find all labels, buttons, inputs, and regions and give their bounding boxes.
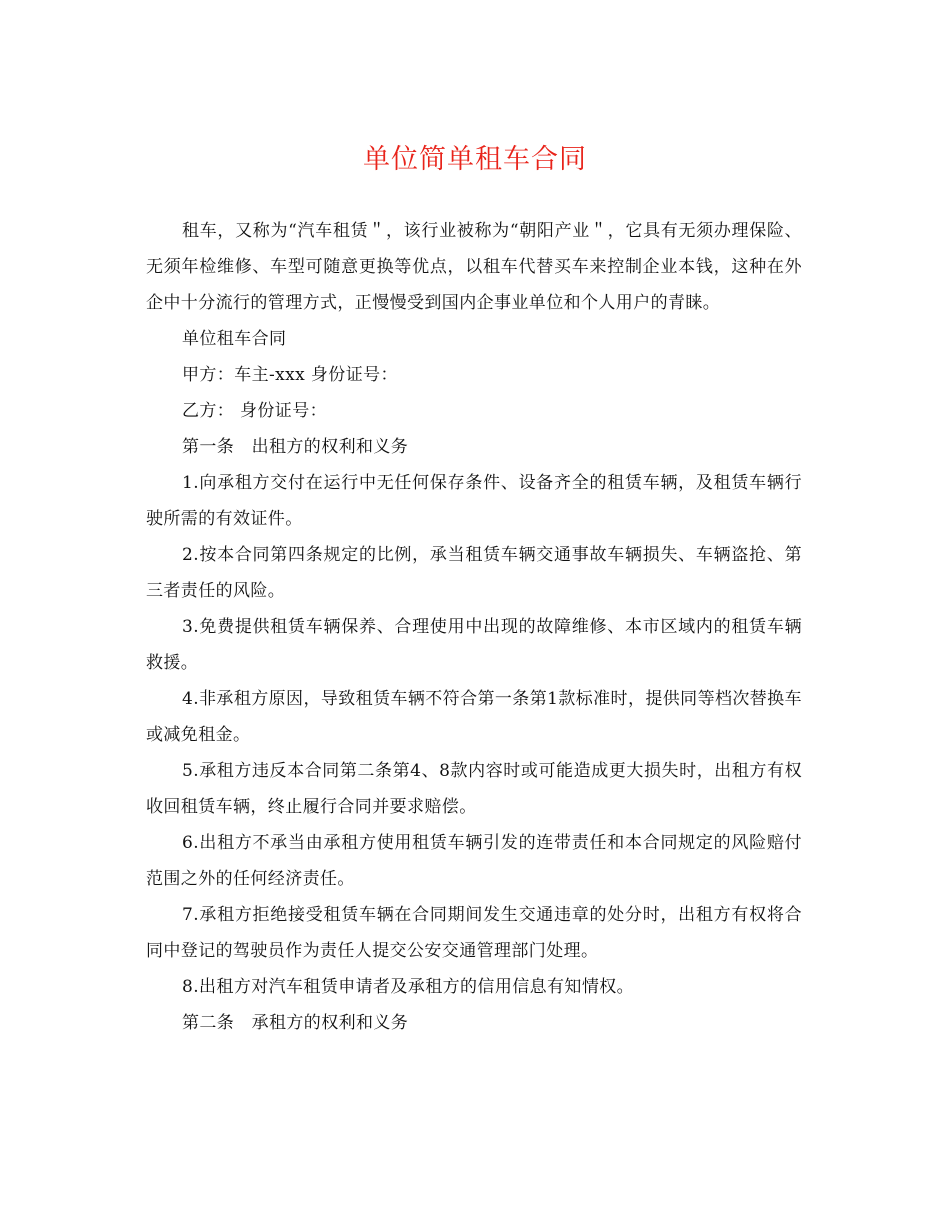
- intro-paragraph: 租车，又称为“汽车租赁＂，该行业被称为“朝阳产业＂，它具有无须办理保险、无须年检维修、车型可随意更换等优点，以租车代替买车来控制企业本钱，这种在外企中十分流行的管理方式，正慢慢受到国内企事业单位和个人用户的青睐。: [146, 221, 802, 313]
- contract-heading: 单位租车合同: [182, 329, 287, 349]
- clause-1-6: 6.出租方不承当由承租方使用租赁车辆引发的连带责任和本合同规定的风险赔付范围之外的任何经济责任。: [146, 833, 802, 889]
- party-b-line: 乙方： 身份证号：: [182, 401, 328, 421]
- party-a-line: 甲方：车主-xxx 身份证号：: [182, 365, 398, 385]
- clause-1-5: 5.承租方违反本合同第二条第4、8款内容时或可能造成更大损失时，出租方有权收回租赁车辆，终止履行合同并要求赔偿。: [146, 761, 802, 817]
- clause-1-1: 1.向承租方交付在运行中无任何保存条件、设备齐全的租赁车辆，及租赁车辆行驶所需的有效证件。: [146, 473, 802, 529]
- clause-1-2: 2.按本合同第四条规定的比例，承当租赁车辆交通事故车辆损失、车辆盗抢、第三者责任的风险。: [146, 545, 802, 601]
- article-1-heading: 第一条 出租方的权利和义务: [182, 437, 409, 457]
- clause-1-7: 7.承租方拒绝接受租赁车辆在合同期间发生交通违章的处分时，出租方有权将合同中登记的驾驶员作为责任人提交公安交通管理部门处理。: [146, 905, 802, 961]
- clause-1-8: 8.出租方对汽车租赁申请者及承租方的信用信息有知情权。: [182, 977, 635, 997]
- document-title: 单位简单租车合同: [363, 144, 587, 175]
- article-2-heading: 第二条 承租方的权利和义务: [182, 1013, 409, 1033]
- clause-1-3: 3.免费提供租赁车辆保养、合理使用中出现的故障维修、本市区域内的租赁车辆救援。: [146, 617, 802, 673]
- clause-1-4: 4.非承租方原因，导致租赁车辆不符合第一条第1款标准时，提供同等档次替换车或减免租金。: [146, 689, 802, 745]
- document-body: [146, 213, 802, 1041]
